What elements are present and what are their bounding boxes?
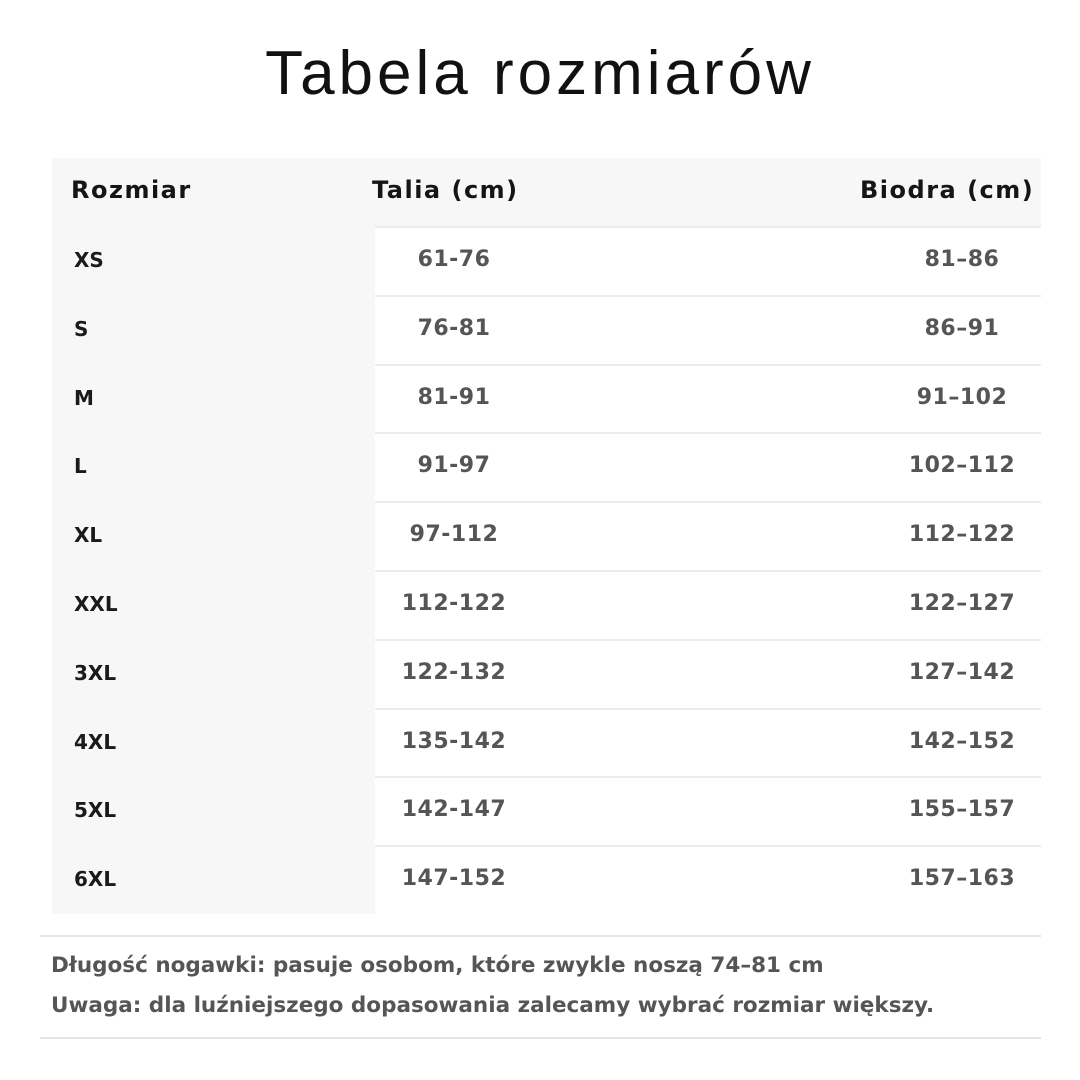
cell-waist: 135-142	[401, 728, 507, 754]
cell-waist: 142-147	[401, 797, 507, 823]
cell-size: XL	[74, 523, 103, 548]
size-table	[52, 158, 1041, 914]
table-row	[52, 639, 1041, 708]
cell-waist: 91-97	[417, 453, 491, 479]
header-waist: Talia (cm)	[372, 176, 519, 204]
cell-hips: 122–127	[908, 591, 1016, 616]
cell-size: 6XL	[74, 867, 117, 892]
table-row	[52, 295, 1041, 364]
header-size: Rozmiar	[71, 176, 192, 204]
cell-hips: 112–122	[908, 522, 1016, 548]
inseam-note: Długość nogawki: pasuje osobom, które zwykle noszą 74–81 cm	[51, 953, 824, 978]
cell-hips: 91–102	[916, 384, 1008, 410]
page-title: Tabela rozmiarów	[265, 39, 815, 108]
cell-size: XS	[74, 248, 104, 272]
fit-remark: Uwaga: dla luźniejszego dopasowania zalecamy wybrać rozmiar większy.	[51, 993, 935, 1018]
table-row	[52, 776, 1041, 845]
cell-size: 3XL	[74, 660, 117, 685]
cell-size: XXL	[74, 592, 118, 616]
cell-waist: 76-81	[417, 315, 491, 341]
cell-waist: 147-152	[401, 866, 507, 892]
table-row	[52, 501, 1041, 570]
table-row	[52, 226, 1041, 295]
table-row	[52, 845, 1041, 914]
cell-size: 5XL	[74, 798, 117, 823]
cell-size: L	[74, 454, 87, 479]
header-hips: Biodra (cm)	[860, 176, 1035, 204]
cell-waist: 81-91	[417, 384, 491, 410]
cell-size: S	[74, 316, 89, 341]
cell-hips: 102–112	[908, 453, 1016, 479]
table-row	[52, 708, 1041, 777]
notes-divider-top	[40, 935, 1041, 937]
table-row	[52, 364, 1041, 433]
cell-hips: 157–163	[908, 866, 1016, 892]
table-row	[52, 570, 1041, 639]
notes-divider-bottom	[40, 1037, 1041, 1039]
cell-waist: 112-122	[401, 591, 507, 616]
cell-hips: 86–91	[924, 315, 1000, 341]
cell-waist: 122-132	[401, 659, 507, 685]
table-row	[52, 432, 1041, 501]
cell-hips: 127–142	[908, 659, 1016, 685]
cell-size: 4XL	[74, 729, 117, 754]
cell-hips: 142–152	[908, 728, 1016, 754]
cell-hips: 81–86	[924, 247, 1000, 272]
cell-waist: 61-76	[417, 247, 491, 272]
cell-size: M	[74, 385, 94, 410]
cell-waist: 97-112	[409, 522, 499, 548]
cell-hips: 155–157	[908, 797, 1016, 823]
